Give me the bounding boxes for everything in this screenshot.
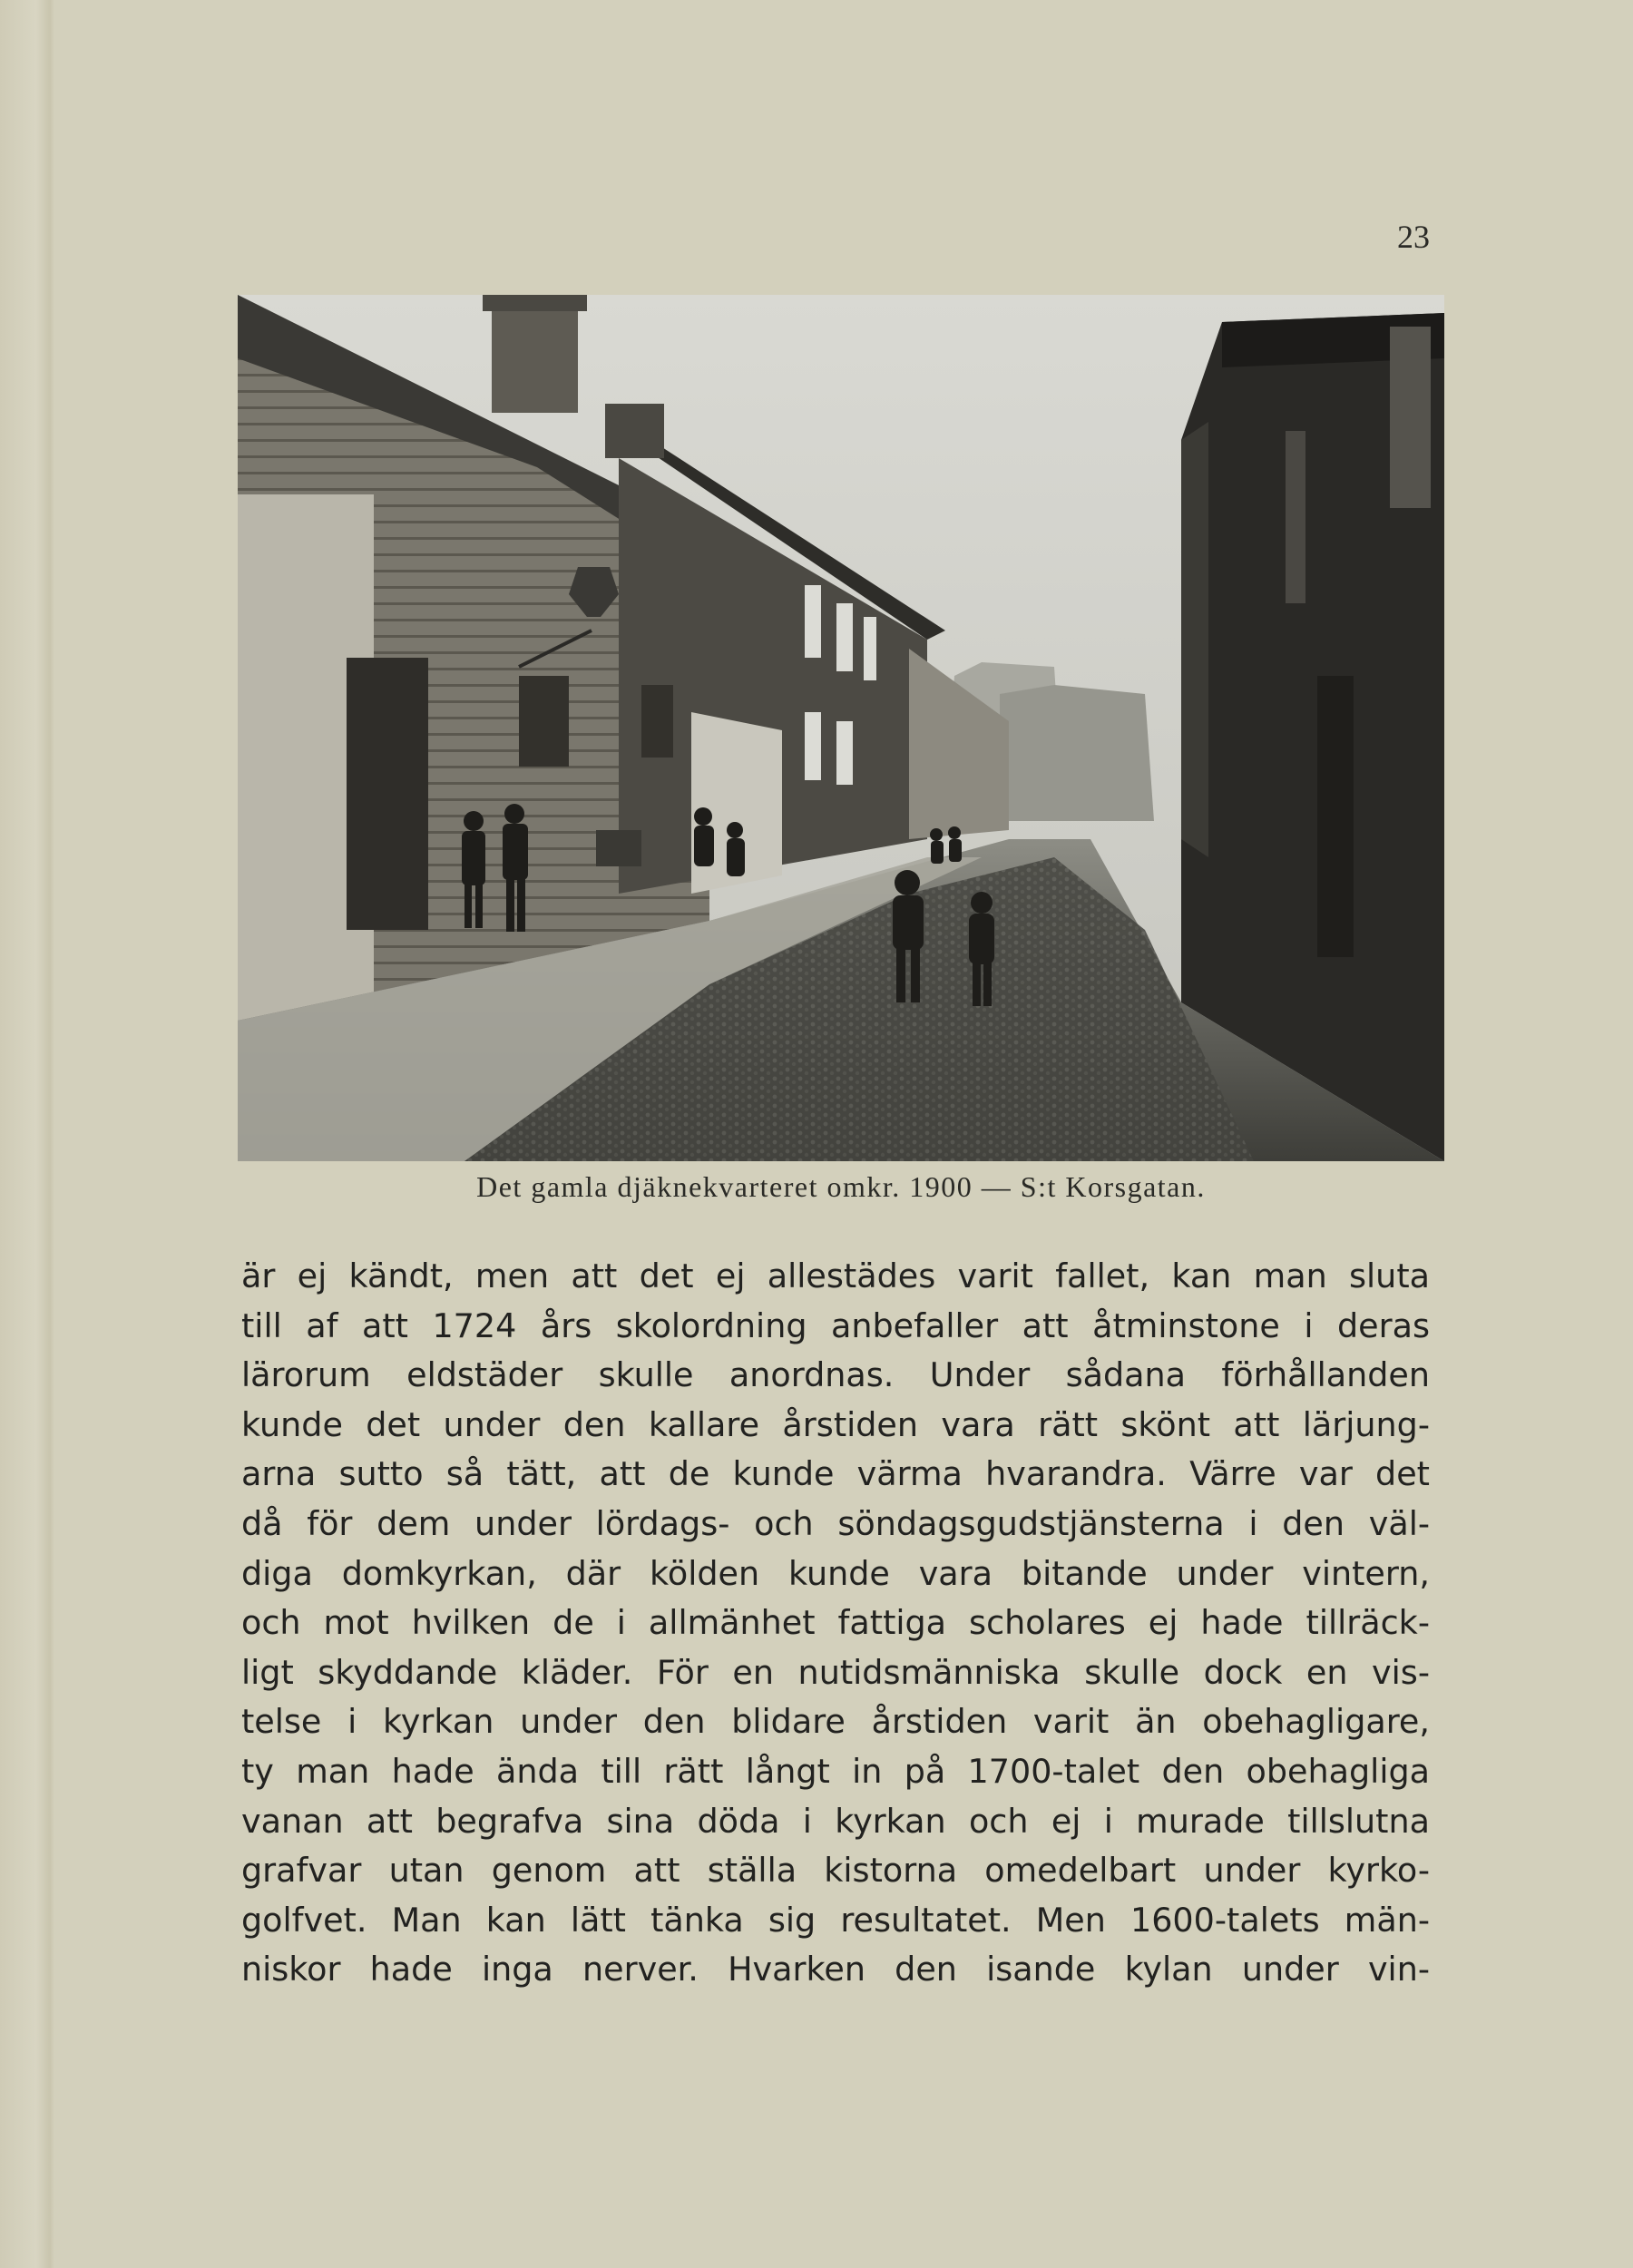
text-line: är ej kändt, men att det ej allestädes varit fallet, kan man sluta [241, 1256, 1430, 1295]
text-line: golfvet. Man kan lätt tänka sig resultatet. Men 1600-talets män- [241, 1900, 1430, 1940]
text-line: telse i kyrkan under den blidare årstiden varit än obehagligare, [241, 1702, 1430, 1742]
page-gutter [0, 0, 54, 2268]
text-line: lärorum eldstäder skulle anordnas. Under sådana förhållanden [241, 1355, 1430, 1395]
text-line: ligt skyddande kläder. För en nutidsmänniska skulle dock en vis- [241, 1652, 1430, 1692]
body-text [241, 1252, 1430, 1995]
page-number: 23 [1397, 219, 1430, 255]
text-line: kunde det under den kallare årstiden vara rätt skönt att lärjung- [241, 1404, 1430, 1444]
text-line: arna sutto så tätt, att de kunde värma hvarandra. Värre var det [241, 1454, 1430, 1494]
text-line: diga domkyrkan, där kölden kunde vara bitande under vintern, [241, 1553, 1430, 1593]
text-line: till af att 1724 års skolordning anbefaller att åtminstone i deras [241, 1305, 1430, 1345]
text-line: ty man hade ända till rätt långt in på 1700-talet den obehagliga [241, 1751, 1430, 1791]
figure-caption: Det gamla djäknekvarteret omkr. 1900 — S:t Korsgatan. [476, 1170, 1206, 1203]
text-line: vanan att begrafva sina döda i kyrkan och ej i murade tillslutna [241, 1801, 1430, 1841]
text-line: då för dem under lördags- och söndagsgudstjänsterna i den väl- [241, 1503, 1430, 1543]
text-line: niskor hade inga nerver. Hvarken den isande kylan under vin- [241, 1950, 1430, 1989]
street-photograph [238, 295, 1444, 1161]
text-line: grafvar utan genom att ställa kistorna omedelbart under kyrko- [241, 1851, 1430, 1891]
text-line: och mot hvilken de i allmänhet fattiga scholares ej hade tillräck- [241, 1603, 1430, 1643]
